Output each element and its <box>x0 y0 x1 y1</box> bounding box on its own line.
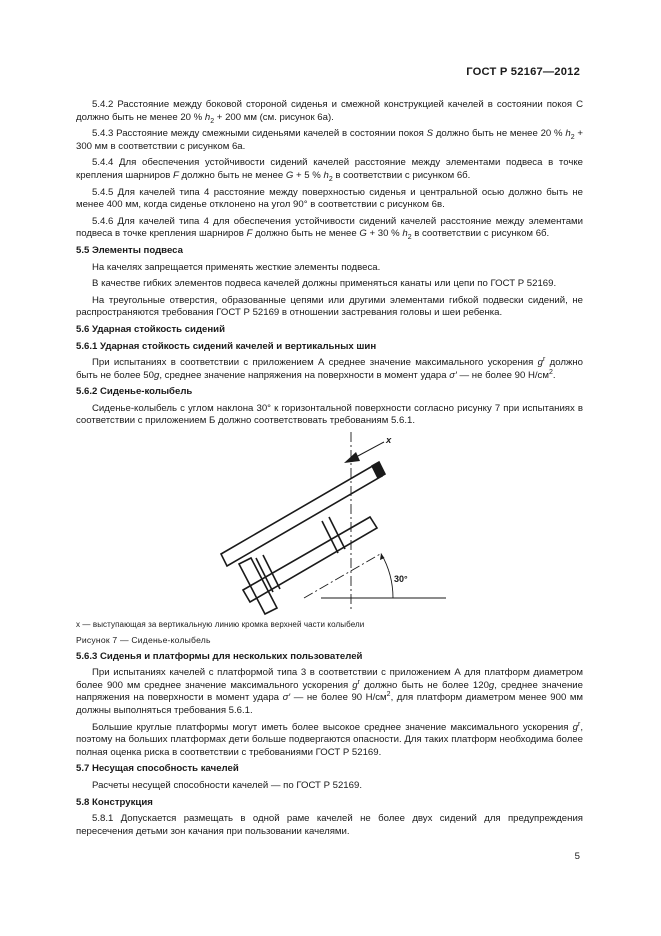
paragraph-5-6-3-b: Большие круглые платформы могут иметь более высокое среднее значение максимального ускорения $g^r$, поэтому на больших платформах дети больше подвергаются опасности. Для таких платформ необходима более полная оценка риска в соответствии с требованиями ГОСТ Р 52169. <box>76 720 583 758</box>
section-heading-5-6-1: 5.6.1 Ударная стойкость сидений качелей и вертикальных шин <box>76 340 377 352</box>
cradle-seat-drawing <box>76 432 583 620</box>
tip-fill <box>372 462 385 478</box>
paragraph-5-4-5: 5.4.5 Для качелей типа 4 расстояние между поверхностью сиденья и центральной осью должно быть не менее 400 мм, когда сиденье отклонено на угол 90° в соответствии с рисунком 6в. <box>76 186 583 211</box>
cradle-back-plate <box>239 558 277 614</box>
angle-label: 30° <box>394 574 408 585</box>
paragraph-5-6-1: При испытаниях в соответствии с приложением А среднее значение максимального ускорения $g^r$ должно быть не более 50g, среднее значение напряжения на поверхности в момент удара σ′ — не более 90 $Н/см^2$. <box>76 355 583 381</box>
paragraph-5-6-2: Сиденье-колыбель с углом наклона 30° к горизонтальной поверхности согласно рисунку 7 при испытаниях в соответствии с приложением Б должно соответствовать требованиям 5.6.1. <box>76 402 583 427</box>
paragraph-5-4-2: 5.4.2 Расстояние между боковой стороной сиденья и смежной конструкцией качелей в состоянии покоя С должно быть не менее 20 % $h_2 + 200$ мм (см. рисунок 6а). <box>76 99 583 125</box>
section-heading-5-5: 5.5 Элементы подвеса <box>76 244 183 256</box>
section-heading-5-6-2: 5.6.2 Сиденье-колыбель <box>76 386 193 398</box>
paragraph-5-8-1: 5.8.1 Допускается размещать в одной раме качелей не более двух сидений для предупреждения пересечения детьми зон качания при пользовании качелями. <box>76 813 583 837</box>
section-heading-5-7: 5.7 Несущая способность качелей <box>76 763 239 775</box>
brace-left-b <box>263 555 280 589</box>
x-arrow-icon <box>344 452 360 463</box>
figure-legend: x — выступающая за вертикальную линию кромка верхней части колыбели <box>76 620 365 630</box>
figure-caption: Рисунок 7 — Сиденье-колыбель <box>76 635 211 646</box>
paragraph-5-4-6: 5.4.6 Для качелей типа 4 для обеспечения устойчивости сидений качелей расстояние между элементами подвеса в точке крепления шарниров F должно быть не менее G + 30 % $h_2$ в соответствии с рисунком 6б. <box>76 215 583 242</box>
paragraph-5-7: Расчеты несущей способности качелей — по ГОСТ Р 52169. <box>92 780 362 791</box>
figure-cradle-seat <box>76 432 583 620</box>
section-heading-5-8: 5.8 Конструкция <box>76 796 153 808</box>
section-heading-5-6-3: 5.6.3 Сиденья и платформы для нескольких пользователей <box>76 650 363 662</box>
x-leader-line <box>356 442 384 457</box>
paragraph-5-4-4: 5.4.4 Для обеспечения устойчивости сидений качелей расстояние между элементами подвеса в точке крепления шарниров F должно быть не менее G + 5 % $h_2$ в соответствии с рисунком 6б. <box>76 157 583 183</box>
cradle-top-plate <box>221 464 382 566</box>
document-code: ГОСТ Р 52167—2012 <box>466 66 580 78</box>
page-number: 5 <box>574 851 580 862</box>
page-content <box>76 99 583 842</box>
angle-arc <box>381 554 393 599</box>
paragraph-5-5-c: На треугольные отверстия, образованные цепями или другими элементами гибкой подвески сидений, не распространяются требования ГОСТ Р 52169 в отношении застревания головы и шеи ребенка. <box>76 294 583 319</box>
paragraph-5-5-a: На качелях запрещается применять жесткие элементы подвеса. <box>92 261 381 273</box>
paragraph-5-6-3-a: При испытаниях качелей с платформой типа 3 в соответствии с приложением А для платформ диаметром более 900 мм среднее значение максимального ускорения $g^r$ должно быть не более 120g, среднее значение напряжения на поверхности в момент удара σ′ — не более 90 $Н/см^2$, для платформ диаметром менее 900 мм должны выполняться требования 5.6.1. <box>76 667 584 717</box>
x-label: x <box>386 435 392 447</box>
inclined-axis-line <box>304 553 382 598</box>
section-heading-5-6: 5.6 Ударная стойкость сидений <box>76 323 225 335</box>
paragraph-5-4-3: 5.4.3 Расстояние между смежными сиденьями качелей в состоянии покоя S должно быть не менее 20 % $h_2 + 300$ мм в соответствии с рисунком 6а. <box>76 128 583 152</box>
paragraph-5-5-b: В качестве гибких элементов подвеса качелей должны применяться канаты или цепи по ГОСТ Р 52169. <box>92 278 557 290</box>
